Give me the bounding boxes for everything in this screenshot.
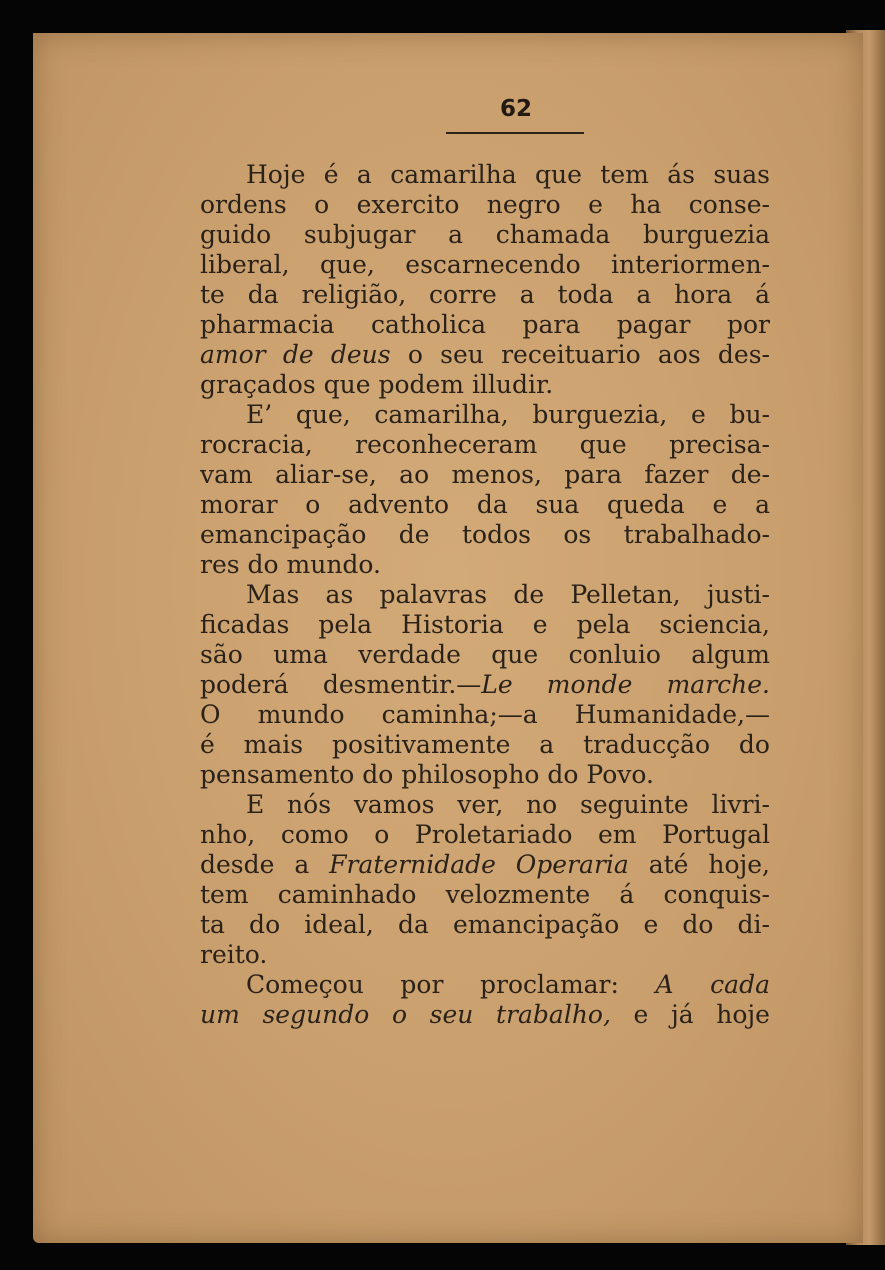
page-number-rule: [446, 132, 584, 134]
italic-span: A cada: [655, 970, 770, 999]
text-line: Mas as palavras de Pelletan, justi-: [246, 580, 770, 609]
text-line: [200, 970, 770, 1000]
text-line: [200, 1000, 770, 1030]
text-span: até hoje,: [628, 850, 770, 879]
text-line: são uma verdade que conluio algum: [200, 640, 770, 669]
text-line: rocracia, reconheceram que precisa-: [200, 430, 770, 459]
text-span: desde a: [200, 850, 330, 879]
page-number: 62: [499, 96, 532, 122]
italic-span: Le monde marche.: [481, 670, 770, 699]
text-line: é mais positivamente a traducção do: [200, 730, 770, 759]
text-span: Começou por proclamar:: [246, 970, 656, 999]
text-line: liberal, que, escarnecendo interiormen-: [200, 250, 770, 279]
italic-span: amor de deus: [200, 340, 391, 369]
body-text: [200, 160, 770, 1030]
text-line: ficadas pela Historia e pela sciencia,: [200, 610, 770, 639]
text-line: ordens o exercito negro e ha conse-: [200, 190, 770, 219]
text-line: pharmacia catholica para pagar por: [200, 310, 770, 339]
text-line: E nós vamos ver, no seguinte livri-: [246, 790, 770, 819]
text-span: e já hoje: [610, 1000, 770, 1029]
text-line: nho, como o Proletariado em Portugal: [200, 820, 770, 849]
text-line: [200, 340, 770, 370]
text-line: emancipação de todos os trabalhado-: [200, 520, 770, 549]
text-span: o seu receituario aos des-: [390, 340, 770, 369]
italic-span: Fraternidade Operaria: [329, 850, 629, 879]
text-line: vam aliar-se, ao menos, para fazer de-: [200, 460, 770, 489]
text-line: res do mundo.: [200, 550, 381, 579]
italic-span: um segundo o seu trabalho,: [200, 1000, 611, 1029]
text-line: E’ que, camarilha, burguezia, e bu-: [246, 400, 770, 429]
text-line: guido subjugar a chamada burguezia: [200, 220, 770, 249]
text-line: [200, 670, 770, 700]
text-line: graçados que podem illudir.: [200, 370, 554, 399]
text-span: poderá desmentir.—: [200, 670, 482, 699]
text-line: [200, 850, 770, 880]
text-line: te da religião, corre a toda a hora á: [200, 280, 770, 309]
text-line: ta do ideal, da emancipação e do di-: [200, 910, 770, 939]
text-line: O mundo caminha;—a Humanidade,—: [200, 700, 770, 729]
text-line: tem caminhado velozmente á conquis-: [200, 880, 770, 909]
text-line: morar o advento da sua queda e a: [200, 490, 770, 519]
text-line: Hoje é a camarilha que tem ás suas: [246, 160, 770, 189]
text-line: pensamento do philosopho do Povo.: [200, 760, 654, 789]
text-line: reito.: [200, 940, 268, 969]
